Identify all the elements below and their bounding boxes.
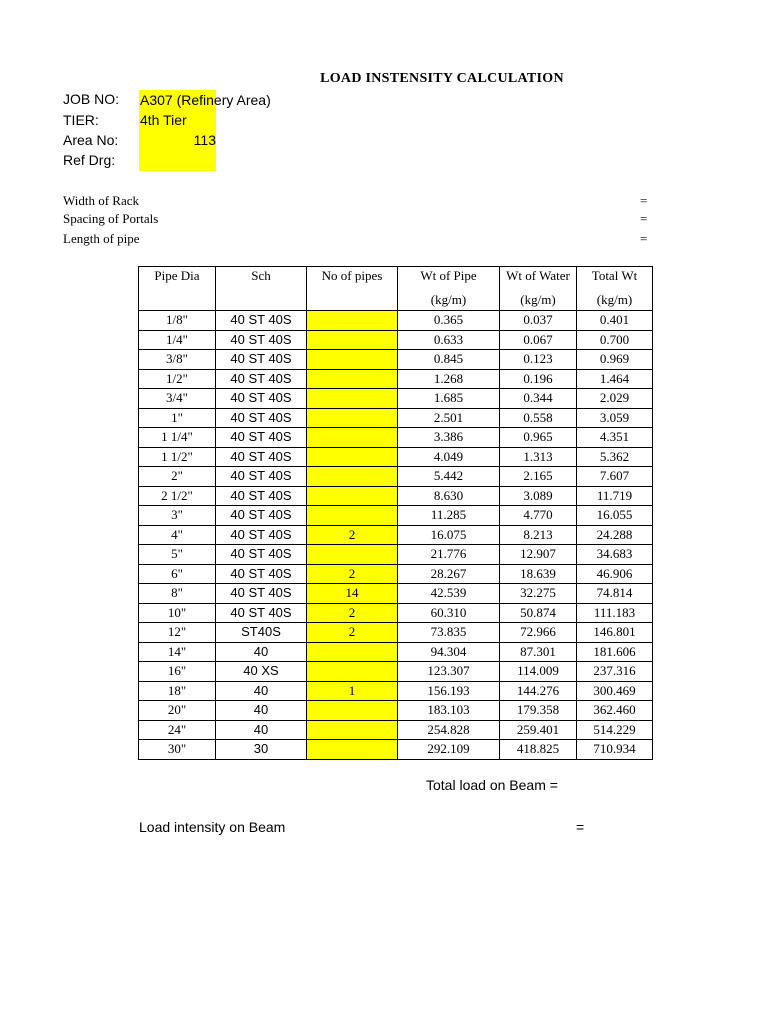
total-wt-cell: 514.229 (577, 720, 653, 740)
pipe-dia-cell: 1 1/4" (139, 428, 216, 448)
wt-of-water-cell: 2.165 (500, 467, 577, 487)
no-of-pipes-input[interactable]: 2 (307, 603, 398, 623)
no-of-pipes-input[interactable] (307, 642, 398, 662)
total-wt-cell: 4.351 (577, 428, 653, 448)
pipe-dia-cell: 20" (139, 701, 216, 721)
job-no-value[interactable]: A307 (Refinery Area) (140, 92, 271, 108)
sch-cell: 40 ST 40S (216, 389, 307, 409)
table-row (139, 389, 653, 409)
col-header-wt-of-water: Wt of Water (500, 267, 577, 290)
total-wt-cell: 7.607 (577, 467, 653, 487)
area-no-label: Area No: (63, 132, 119, 148)
no-of-pipes-input[interactable] (307, 740, 398, 760)
pipe-dia-cell: 1/2" (139, 369, 216, 389)
pipe-dia-cell: 6" (139, 564, 216, 584)
wt-of-pipe-cell: 73.835 (398, 623, 500, 643)
wt-of-water-cell: 50.874 (500, 603, 577, 623)
no-of-pipes-input[interactable] (307, 447, 398, 467)
no-of-pipes-input[interactable] (307, 506, 398, 526)
table-row (139, 720, 653, 740)
wt-of-water-cell: 0.558 (500, 408, 577, 428)
table-row (139, 447, 653, 467)
pipe-dia-cell: 1 1/2" (139, 447, 216, 467)
total-wt-cell: 0.401 (577, 311, 653, 331)
sch-cell: 40 ST 40S (216, 603, 307, 623)
col-unit-wt-of-water: (kg/m) (500, 289, 577, 311)
table-row (139, 584, 653, 604)
table-row (139, 350, 653, 370)
total-wt-cell: 3.059 (577, 408, 653, 428)
width-of-rack-equals: = (640, 193, 648, 208)
wt-of-water-cell: 0.037 (500, 311, 577, 331)
load-intensity-label: Load intensity on Beam (139, 819, 286, 835)
pipe-dia-cell: 5" (139, 545, 216, 565)
no-of-pipes-input[interactable]: 2 (307, 623, 398, 643)
no-of-pipes-input[interactable] (307, 720, 398, 740)
pipe-dia-cell: 24" (139, 720, 216, 740)
no-of-pipes-input[interactable] (307, 311, 398, 331)
table-row (139, 506, 653, 526)
wt-of-pipe-cell: 254.828 (398, 720, 500, 740)
job-no-label: JOB NO: (63, 91, 120, 107)
table-units-row (139, 289, 653, 311)
wt-of-water-cell: 4.770 (500, 506, 577, 526)
table-row (139, 369, 653, 389)
sch-cell: 40 (216, 720, 307, 740)
tier-label: TIER: (63, 112, 99, 128)
wt-of-water-cell: 32.275 (500, 584, 577, 604)
total-wt-cell: 300.469 (577, 681, 653, 701)
pipe-dia-cell: 4" (139, 525, 216, 545)
pipe-dia-cell: 14" (139, 642, 216, 662)
sch-cell: 40 ST 40S (216, 330, 307, 350)
wt-of-water-cell: 0.123 (500, 350, 577, 370)
total-wt-cell: 237.316 (577, 662, 653, 682)
wt-of-water-cell: 0.196 (500, 369, 577, 389)
pipe-dia-cell: 1/8" (139, 311, 216, 331)
pipe-dia-cell: 30" (139, 740, 216, 760)
total-load-label: Total load on Beam = (426, 777, 558, 793)
wt-of-pipe-cell: 1.268 (398, 369, 500, 389)
total-wt-cell: 111.183 (577, 603, 653, 623)
pipe-dia-cell: 8" (139, 584, 216, 604)
table-row (139, 681, 653, 701)
wt-of-water-cell: 0.344 (500, 389, 577, 409)
pipe-dia-cell: 10" (139, 603, 216, 623)
table-row (139, 408, 653, 428)
pipe-dia-cell: 1/4" (139, 330, 216, 350)
sch-cell: 40 ST 40S (216, 311, 307, 331)
pipe-dia-cell: 3/8" (139, 350, 216, 370)
total-wt-cell: 34.683 (577, 545, 653, 565)
wt-of-pipe-cell: 21.776 (398, 545, 500, 565)
no-of-pipes-input[interactable]: 2 (307, 525, 398, 545)
wt-of-pipe-cell: 5.442 (398, 467, 500, 487)
wt-of-water-cell: 0.067 (500, 330, 577, 350)
ref-drg-label: Ref Drg: (63, 152, 116, 168)
sch-cell: 40 ST 40S (216, 545, 307, 565)
spacing-of-portals-equals: = (640, 211, 648, 226)
sch-cell: 30 (216, 740, 307, 760)
sch-cell: 40 (216, 642, 307, 662)
no-of-pipes-input[interactable] (307, 408, 398, 428)
no-of-pipes-input[interactable] (307, 467, 398, 487)
sch-cell: 40 ST 40S (216, 506, 307, 526)
sch-cell: 40 (216, 701, 307, 721)
wt-of-pipe-cell: 1.685 (398, 389, 500, 409)
wt-of-pipe-cell: 60.310 (398, 603, 500, 623)
table-row (139, 701, 653, 721)
page-title: LOAD INSTENSITY CALCULATION (320, 71, 564, 86)
spacing-of-portals-label: Spacing of Portals (63, 211, 159, 226)
total-wt-cell: 2.029 (577, 389, 653, 409)
no-of-pipes-input[interactable] (307, 662, 398, 682)
total-wt-cell: 46.906 (577, 564, 653, 584)
wt-of-water-cell: 8.213 (500, 525, 577, 545)
total-wt-cell: 0.700 (577, 330, 653, 350)
pipe-dia-cell: 1" (139, 408, 216, 428)
col-unit-wt-of-pipe: (kg/m) (398, 289, 500, 311)
wt-of-pipe-cell: 0.365 (398, 311, 500, 331)
table-row (139, 467, 653, 487)
pipe-dia-cell: 18" (139, 681, 216, 701)
wt-of-pipe-cell: 8.630 (398, 486, 500, 506)
no-of-pipes-input[interactable] (307, 369, 398, 389)
no-of-pipes-input[interactable] (307, 701, 398, 721)
table-row (139, 603, 653, 623)
no-of-pipes-input[interactable] (307, 330, 398, 350)
wt-of-pipe-cell: 0.633 (398, 330, 500, 350)
wt-of-water-cell: 12.907 (500, 545, 577, 565)
pipe-dia-cell: 16" (139, 662, 216, 682)
no-of-pipes-input[interactable] (307, 486, 398, 506)
wt-of-pipe-cell: 11.285 (398, 506, 500, 526)
sch-cell: 40 ST 40S (216, 447, 307, 467)
wt-of-water-cell: 259.401 (500, 720, 577, 740)
no-of-pipes-input[interactable]: 14 (307, 584, 398, 604)
no-of-pipes-input[interactable] (307, 545, 398, 565)
total-wt-cell: 74.814 (577, 584, 653, 604)
total-wt-cell: 16.055 (577, 506, 653, 526)
sch-cell: 40 ST 40S (216, 369, 307, 389)
col-header-wt-of-pipe: Wt of Pipe (398, 267, 500, 290)
sch-cell: 40 XS (216, 662, 307, 682)
table-row (139, 428, 653, 448)
table-row (139, 642, 653, 662)
table-header-row (139, 267, 653, 290)
wt-of-pipe-cell: 3.386 (398, 428, 500, 448)
table-row (139, 623, 653, 643)
sch-cell: 40 (216, 681, 307, 701)
col-header-total-wt: Total Wt (577, 267, 653, 290)
table-row (139, 662, 653, 682)
no-of-pipes-input[interactable] (307, 389, 398, 409)
wt-of-water-cell: 114.009 (500, 662, 577, 682)
wt-of-water-cell: 3.089 (500, 486, 577, 506)
wt-of-pipe-cell: 42.539 (398, 584, 500, 604)
total-wt-cell: 1.464 (577, 369, 653, 389)
table-row (139, 330, 653, 350)
wt-of-pipe-cell: 16.075 (398, 525, 500, 545)
table-row (139, 545, 653, 565)
sch-cell: 40 ST 40S (216, 350, 307, 370)
wt-of-pipe-cell: 28.267 (398, 564, 500, 584)
no-of-pipes-input[interactable]: 2 (307, 564, 398, 584)
ref-drg-value[interactable] (139, 150, 216, 171)
length-of-pipe-label: Length of pipe (63, 231, 140, 246)
wt-of-pipe-cell: 292.109 (398, 740, 500, 760)
pipe-dia-cell: 2 1/2" (139, 486, 216, 506)
wt-of-pipe-cell: 183.103 (398, 701, 500, 721)
wt-of-pipe-cell: 2.501 (398, 408, 500, 428)
total-wt-cell: 362.460 (577, 701, 653, 721)
col-header-sch: Sch (216, 267, 307, 290)
sch-cell: 40 ST 40S (216, 564, 307, 584)
total-wt-cell: 24.288 (577, 525, 653, 545)
wt-of-water-cell: 0.965 (500, 428, 577, 448)
pipe-load-table (138, 266, 653, 760)
wt-of-water-cell: 87.301 (500, 642, 577, 662)
col-header-pipe-dia: Pipe Dia (139, 267, 216, 290)
length-of-pipe-equals: = (640, 231, 648, 246)
wt-of-pipe-cell: 4.049 (398, 447, 500, 467)
wt-of-water-cell: 18.639 (500, 564, 577, 584)
total-wt-cell: 146.801 (577, 623, 653, 643)
table-row (139, 311, 653, 331)
table-row (139, 740, 653, 760)
col-unit-pipe-dia (139, 289, 216, 311)
wt-of-water-cell: 1.313 (500, 447, 577, 467)
area-no-value[interactable]: 113 (139, 130, 216, 150)
wt-of-pipe-cell: 94.304 (398, 642, 500, 662)
wt-of-water-cell: 179.358 (500, 701, 577, 721)
total-wt-cell: 5.362 (577, 447, 653, 467)
sch-cell: 40 ST 40S (216, 486, 307, 506)
pipe-dia-cell: 3/4" (139, 389, 216, 409)
sch-cell: 40 ST 40S (216, 584, 307, 604)
table-row (139, 486, 653, 506)
table-row (139, 525, 653, 545)
no-of-pipes-input[interactable] (307, 350, 398, 370)
wt-of-water-cell: 144.276 (500, 681, 577, 701)
col-unit-sch (216, 289, 307, 311)
wt-of-pipe-cell: 156.193 (398, 681, 500, 701)
table-row (139, 564, 653, 584)
no-of-pipes-input[interactable]: 1 (307, 681, 398, 701)
wt-of-water-cell: 418.825 (500, 740, 577, 760)
total-wt-cell: 710.934 (577, 740, 653, 760)
wt-of-water-cell: 72.966 (500, 623, 577, 643)
sch-cell: 40 ST 40S (216, 408, 307, 428)
wt-of-pipe-cell: 0.845 (398, 350, 500, 370)
width-of-rack-label: Width of Rack (63, 193, 140, 208)
load-intensity-equals: = (576, 819, 585, 835)
col-unit-total-wt: (kg/m) (577, 289, 653, 311)
total-wt-cell: 181.606 (577, 642, 653, 662)
pipe-dia-cell: 2" (139, 467, 216, 487)
sch-cell: ST40S (216, 623, 307, 643)
pipe-dia-cell: 12" (139, 623, 216, 643)
no-of-pipes-input[interactable] (307, 428, 398, 448)
sch-cell: 40 ST 40S (216, 467, 307, 487)
col-unit-no-of-pipes (307, 289, 398, 311)
total-wt-cell: 0.969 (577, 350, 653, 370)
total-wt-cell: 11.719 (577, 486, 653, 506)
sch-cell: 40 ST 40S (216, 428, 307, 448)
pipe-dia-cell: 3" (139, 506, 216, 526)
tier-value[interactable]: 4th Tier (139, 110, 216, 130)
col-header-no-of-pipes: No of pipes (307, 267, 398, 290)
sch-cell: 40 ST 40S (216, 525, 307, 545)
wt-of-pipe-cell: 123.307 (398, 662, 500, 682)
